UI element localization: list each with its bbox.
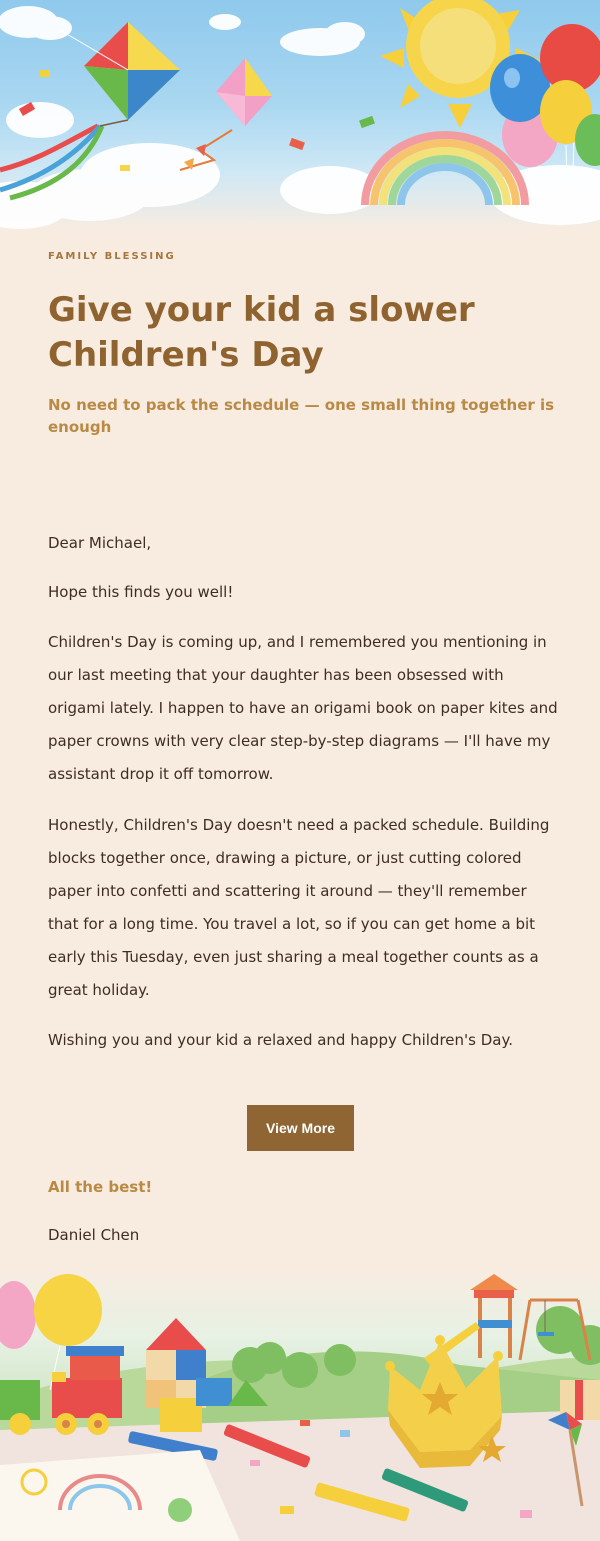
page-subtitle: No need to pack the schedule — one small thing together is enough (48, 396, 555, 436)
toys-scene (0, 1270, 600, 1541)
footer-illustration (0, 1270, 600, 1541)
closing-line: All the best! (48, 1178, 153, 1196)
view-more-button[interactable]: View More (247, 1105, 354, 1151)
wish-line: Wishing you and your kid a relaxed and happy Children's Day. (48, 1031, 513, 1049)
header-illustration (0, 0, 600, 230)
eyebrow-label: FAMILY BLESSING (48, 251, 176, 262)
toy-train-icon (0, 1346, 124, 1435)
letter-paragraph-1: Children's Day is coming up, and I remembered you mentioning in our last meeting that your daughter has been obsessed with origami lately. I happen to have an origami book on paper kites and paper crowns with very clear step-by-step diagrams — I'll have my assistant drop it off tomorrow. (48, 633, 558, 783)
sky-scene (0, 0, 600, 230)
opening-line: Hope this finds you well! (48, 583, 234, 601)
drawing-icon (0, 1450, 240, 1541)
greeting: Dear Michael, (48, 534, 152, 552)
page-title: Give your kid a slower Children's Day (48, 290, 475, 375)
sender-name: Daniel Chen (48, 1226, 140, 1244)
letter-paragraph-2: Honestly, Children's Day doesn't need a packed schedule. Building blocks together once, drawing a picture, or just cutting colored paper into confetti and scattering it around — they'll remember that for a long time. You travel a lot, so if you can get home a bit early this Tuesday, even just sharing a meal together counts as a great holiday. (48, 816, 550, 999)
